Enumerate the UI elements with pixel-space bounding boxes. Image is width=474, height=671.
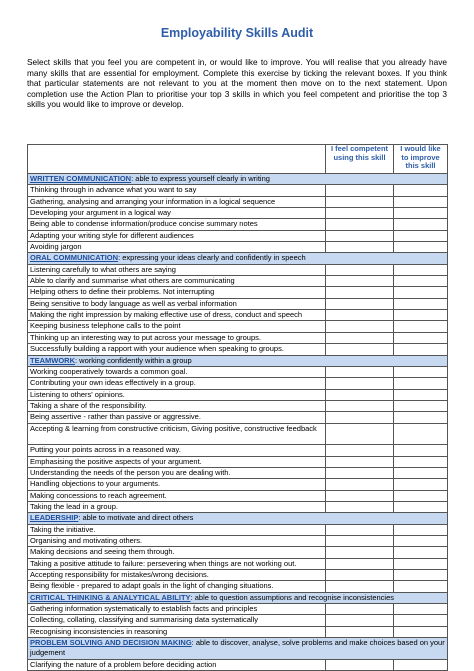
skill-row bbox=[28, 287, 448, 298]
skill-label: Gathering, analysing and arranging your information in a logical sequence bbox=[28, 196, 326, 207]
skill-row bbox=[28, 547, 448, 558]
competent-tick-cell[interactable] bbox=[326, 321, 394, 332]
competent-tick-cell[interactable] bbox=[326, 400, 394, 411]
skill-row bbox=[28, 276, 448, 287]
skill-label: Accepting responsibility for mistakes/wrong decisions. bbox=[28, 570, 326, 581]
improve-tick-cell[interactable] bbox=[394, 378, 448, 389]
skill-label: Being assertive - rather than passive or aggressive. bbox=[28, 412, 326, 423]
skill-label: Taking the lead in a group. bbox=[28, 501, 326, 512]
improve-tick-cell[interactable] bbox=[394, 445, 448, 456]
improve-tick-cell[interactable] bbox=[394, 615, 448, 626]
skill-label: Developing your argument in a logical way bbox=[28, 208, 326, 219]
skill-row bbox=[28, 467, 448, 478]
skill-row bbox=[28, 242, 448, 253]
competent-tick-cell[interactable] bbox=[326, 378, 394, 389]
competent-column-header: I feel competent using this skill bbox=[326, 145, 394, 174]
improve-tick-cell[interactable] bbox=[394, 467, 448, 478]
skill-label: Understanding the needs of the person you are dealing with. bbox=[28, 467, 326, 478]
competent-tick-cell[interactable] bbox=[326, 479, 394, 490]
competent-tick-cell[interactable] bbox=[326, 456, 394, 467]
skill-label: Taking a positive attitude to failure: persevering when things are not working out. bbox=[28, 558, 326, 569]
improve-tick-cell[interactable] bbox=[394, 604, 448, 615]
section-description: : able to motivate and direct others bbox=[78, 513, 194, 523]
competent-tick-cell[interactable] bbox=[326, 196, 394, 207]
skill-label: Handling objections to your arguments. bbox=[28, 479, 326, 490]
competent-tick-cell[interactable] bbox=[326, 423, 394, 445]
section-name: PROBLEM SOLVING AND DECISION MAKING bbox=[30, 638, 192, 648]
improve-tick-cell[interactable] bbox=[394, 456, 448, 467]
skill-label: Taking the initiative. bbox=[28, 524, 326, 535]
section-name: TEAMWORK bbox=[30, 355, 75, 365]
skill-row bbox=[28, 604, 448, 615]
competent-tick-cell[interactable] bbox=[326, 276, 394, 287]
section-heading bbox=[28, 174, 448, 185]
skill-row bbox=[28, 389, 448, 400]
competent-tick-cell[interactable] bbox=[326, 298, 394, 309]
section-description: : working confidently within a group bbox=[75, 355, 192, 365]
competent-tick-cell[interactable] bbox=[326, 547, 394, 558]
improve-tick-cell[interactable] bbox=[394, 524, 448, 535]
skill-label: Listening carefully to what others are saying bbox=[28, 264, 326, 275]
skill-label: Taking a share of the responsibility. bbox=[28, 400, 326, 411]
improve-tick-cell[interactable] bbox=[394, 366, 448, 377]
section-heading bbox=[28, 592, 448, 603]
table-header-row bbox=[28, 145, 448, 174]
skill-label: Contributing your own ideas effectively in a group. bbox=[28, 378, 326, 389]
skill-row bbox=[28, 344, 448, 355]
skill-label: Making decisions and seeing them through. bbox=[28, 547, 326, 558]
improve-tick-cell[interactable] bbox=[394, 581, 448, 592]
improve-tick-cell[interactable] bbox=[394, 298, 448, 309]
section-name: ORAL COMMUNICATION bbox=[30, 253, 119, 263]
competent-tick-cell[interactable] bbox=[326, 467, 394, 478]
competent-tick-cell[interactable] bbox=[326, 581, 394, 592]
skill-row bbox=[28, 570, 448, 581]
skill-row bbox=[28, 626, 448, 637]
intro-paragraph: Select skills that you feel you are competent in, or would like to improve. You will realise that you already have many skills that are essential for employment. Complete this exercise by ticking the relevant boxes. If you think that particular statements are not relevant to you at the moment then move on to the next statement. Upon completion use the Action Plan to prioritise your top 3 skills in which you feel competent and prioritise the top 3 skills you would like to improve or develop. bbox=[27, 57, 447, 110]
improve-tick-cell[interactable] bbox=[394, 287, 448, 298]
competent-tick-cell[interactable] bbox=[326, 366, 394, 377]
competent-tick-cell[interactable] bbox=[326, 524, 394, 535]
improve-tick-cell[interactable] bbox=[394, 332, 448, 343]
competent-tick-cell[interactable] bbox=[326, 242, 394, 253]
skill-label: Being able to condense information/produce concise summary notes bbox=[28, 219, 326, 230]
competent-tick-cell[interactable] bbox=[326, 615, 394, 626]
section-row bbox=[28, 355, 448, 366]
competent-tick-cell[interactable] bbox=[326, 501, 394, 512]
competent-tick-cell[interactable] bbox=[326, 536, 394, 547]
section-row bbox=[28, 513, 448, 524]
section-name: WRITTEN COMMUNICATION bbox=[30, 174, 132, 183]
improve-tick-cell[interactable] bbox=[394, 558, 448, 569]
section-heading bbox=[28, 638, 448, 660]
improve-tick-cell[interactable] bbox=[394, 570, 448, 581]
skill-row bbox=[28, 185, 448, 196]
skill-row bbox=[28, 208, 448, 219]
skill-label: Collecting, collating, classifying and summarising data systematically bbox=[28, 615, 326, 626]
improve-tick-cell[interactable] bbox=[394, 490, 448, 501]
improve-tick-cell[interactable] bbox=[394, 344, 448, 355]
improve-tick-cell[interactable] bbox=[394, 196, 448, 207]
skill-label: Organising and motivating others. bbox=[28, 536, 326, 547]
skill-row bbox=[28, 558, 448, 569]
competent-tick-cell[interactable] bbox=[326, 332, 394, 343]
improve-tick-cell[interactable] bbox=[394, 264, 448, 275]
skill-row bbox=[28, 479, 448, 490]
competent-tick-cell[interactable] bbox=[326, 445, 394, 456]
skill-row bbox=[28, 196, 448, 207]
improve-tick-cell[interactable] bbox=[394, 423, 448, 445]
skill-label: Keeping business telephone calls to the point bbox=[28, 321, 326, 332]
skill-row bbox=[28, 400, 448, 411]
competent-tick-cell[interactable] bbox=[326, 287, 394, 298]
skill-row bbox=[28, 264, 448, 275]
section-row bbox=[28, 174, 448, 185]
skill-label: Helping others to define their problems. Not interrupting bbox=[28, 287, 326, 298]
page-title: Employability Skills Audit bbox=[160, 26, 314, 40]
skill-label: Accepting & learning from constructive criticism, Giving positive, constructive feedback bbox=[28, 423, 326, 445]
skill-label: Being sensitive to body language as well as verbal information bbox=[28, 298, 326, 309]
skill-row bbox=[28, 310, 448, 321]
competent-tick-cell[interactable] bbox=[326, 219, 394, 230]
skill-row bbox=[28, 412, 448, 423]
improve-tick-cell[interactable] bbox=[394, 242, 448, 253]
competent-tick-cell[interactable] bbox=[326, 389, 394, 400]
competent-tick-cell[interactable] bbox=[326, 412, 394, 423]
skill-label: Making the right impression by making effective use of dress, conduct and speech bbox=[28, 310, 326, 321]
competent-tick-cell[interactable] bbox=[326, 626, 394, 637]
skill-label: Recognising inconsistencies in reasoning bbox=[28, 626, 326, 637]
competent-tick-cell[interactable] bbox=[326, 558, 394, 569]
skill-label: Able to clarify and summarise what others are communicating bbox=[28, 276, 326, 287]
section-row bbox=[28, 592, 448, 603]
skill-row bbox=[28, 615, 448, 626]
skill-row bbox=[28, 490, 448, 501]
section-description: : able to question assumptions and recognise inconsistencies bbox=[190, 592, 395, 602]
skill-row bbox=[28, 581, 448, 592]
section-description: : expressing your ideas clearly and confidently in speech bbox=[118, 253, 306, 263]
section-name: LEADERSHIP bbox=[30, 513, 79, 523]
skill-label: Gathering information systematically to establish facts and principles bbox=[28, 604, 326, 615]
improve-tick-cell[interactable] bbox=[394, 276, 448, 287]
improve-tick-cell[interactable] bbox=[394, 536, 448, 547]
improve-tick-cell[interactable] bbox=[394, 501, 448, 512]
skill-row bbox=[28, 378, 448, 389]
skill-label: Putting your points across in a reasoned way. bbox=[28, 445, 326, 456]
skill-row bbox=[28, 298, 448, 309]
skill-row bbox=[28, 536, 448, 547]
improve-column-header: I would like to improve this skill bbox=[394, 145, 448, 174]
improve-tick-cell[interactable] bbox=[394, 479, 448, 490]
improve-tick-cell[interactable] bbox=[394, 321, 448, 332]
improve-tick-cell[interactable] bbox=[394, 219, 448, 230]
skill-label: Clarifying the nature of a problem before deciding action bbox=[28, 659, 326, 670]
skill-row bbox=[28, 445, 448, 456]
skill-column-header bbox=[28, 145, 326, 174]
skill-label: Successfully building a rapport with your audience when speaking to groups. bbox=[28, 344, 326, 355]
skill-row bbox=[28, 501, 448, 512]
section-heading bbox=[28, 253, 448, 264]
section-row bbox=[28, 253, 448, 264]
skill-label: Being flexible - prepared to adapt goals in the light of changing situations. bbox=[28, 581, 326, 592]
section-description: : able to express yourself clearly in writing bbox=[131, 174, 270, 183]
section-name: CRITICAL THINKING & ANALYTICAL ABILITY bbox=[30, 592, 191, 602]
section-description: : able to discover, analyse, solve problems and make choices based on your judgement bbox=[30, 638, 445, 657]
section-row bbox=[28, 638, 448, 660]
skill-row bbox=[28, 219, 448, 230]
improve-tick-cell[interactable] bbox=[394, 412, 448, 423]
skill-row bbox=[28, 332, 448, 343]
improve-tick-cell[interactable] bbox=[394, 389, 448, 400]
skill-row bbox=[28, 230, 448, 241]
improve-tick-cell[interactable] bbox=[394, 230, 448, 241]
skill-row bbox=[28, 456, 448, 467]
skill-label: Avoiding jargon bbox=[28, 242, 326, 253]
competent-tick-cell[interactable] bbox=[326, 185, 394, 196]
skill-row bbox=[28, 321, 448, 332]
competent-tick-cell[interactable] bbox=[326, 310, 394, 321]
improve-tick-cell[interactable] bbox=[394, 626, 448, 637]
skill-label: Listening to others' opinions. bbox=[28, 389, 326, 400]
table-body bbox=[28, 174, 448, 671]
skill-label: Working cooperatively towards a common goal. bbox=[28, 366, 326, 377]
competent-tick-cell[interactable] bbox=[326, 344, 394, 355]
skills-audit-table bbox=[27, 144, 448, 671]
improve-tick-cell[interactable] bbox=[394, 547, 448, 558]
skill-row bbox=[28, 423, 448, 445]
skill-row bbox=[28, 524, 448, 535]
section-heading bbox=[28, 355, 448, 366]
competent-tick-cell[interactable] bbox=[326, 264, 394, 275]
competent-tick-cell[interactable] bbox=[326, 208, 394, 219]
competent-tick-cell[interactable] bbox=[326, 570, 394, 581]
skill-label: Adapting your writing style for different audiences bbox=[28, 230, 326, 241]
skill-label: Making concessions to reach agreement. bbox=[28, 490, 326, 501]
competent-tick-cell[interactable] bbox=[326, 604, 394, 615]
competent-tick-cell[interactable] bbox=[326, 490, 394, 501]
improve-tick-cell[interactable] bbox=[394, 185, 448, 196]
improve-tick-cell[interactable] bbox=[394, 208, 448, 219]
competent-tick-cell[interactable] bbox=[326, 230, 394, 241]
skill-label: Thinking up an interesting way to put across your message to groups. bbox=[28, 332, 326, 343]
improve-tick-cell[interactable] bbox=[394, 310, 448, 321]
improve-tick-cell[interactable] bbox=[394, 400, 448, 411]
skill-label: Thinking through in advance what you want to say bbox=[28, 185, 326, 196]
skill-row bbox=[28, 366, 448, 377]
section-heading bbox=[28, 513, 448, 524]
skill-label: Emphasising the positive aspects of your argument. bbox=[28, 456, 326, 467]
